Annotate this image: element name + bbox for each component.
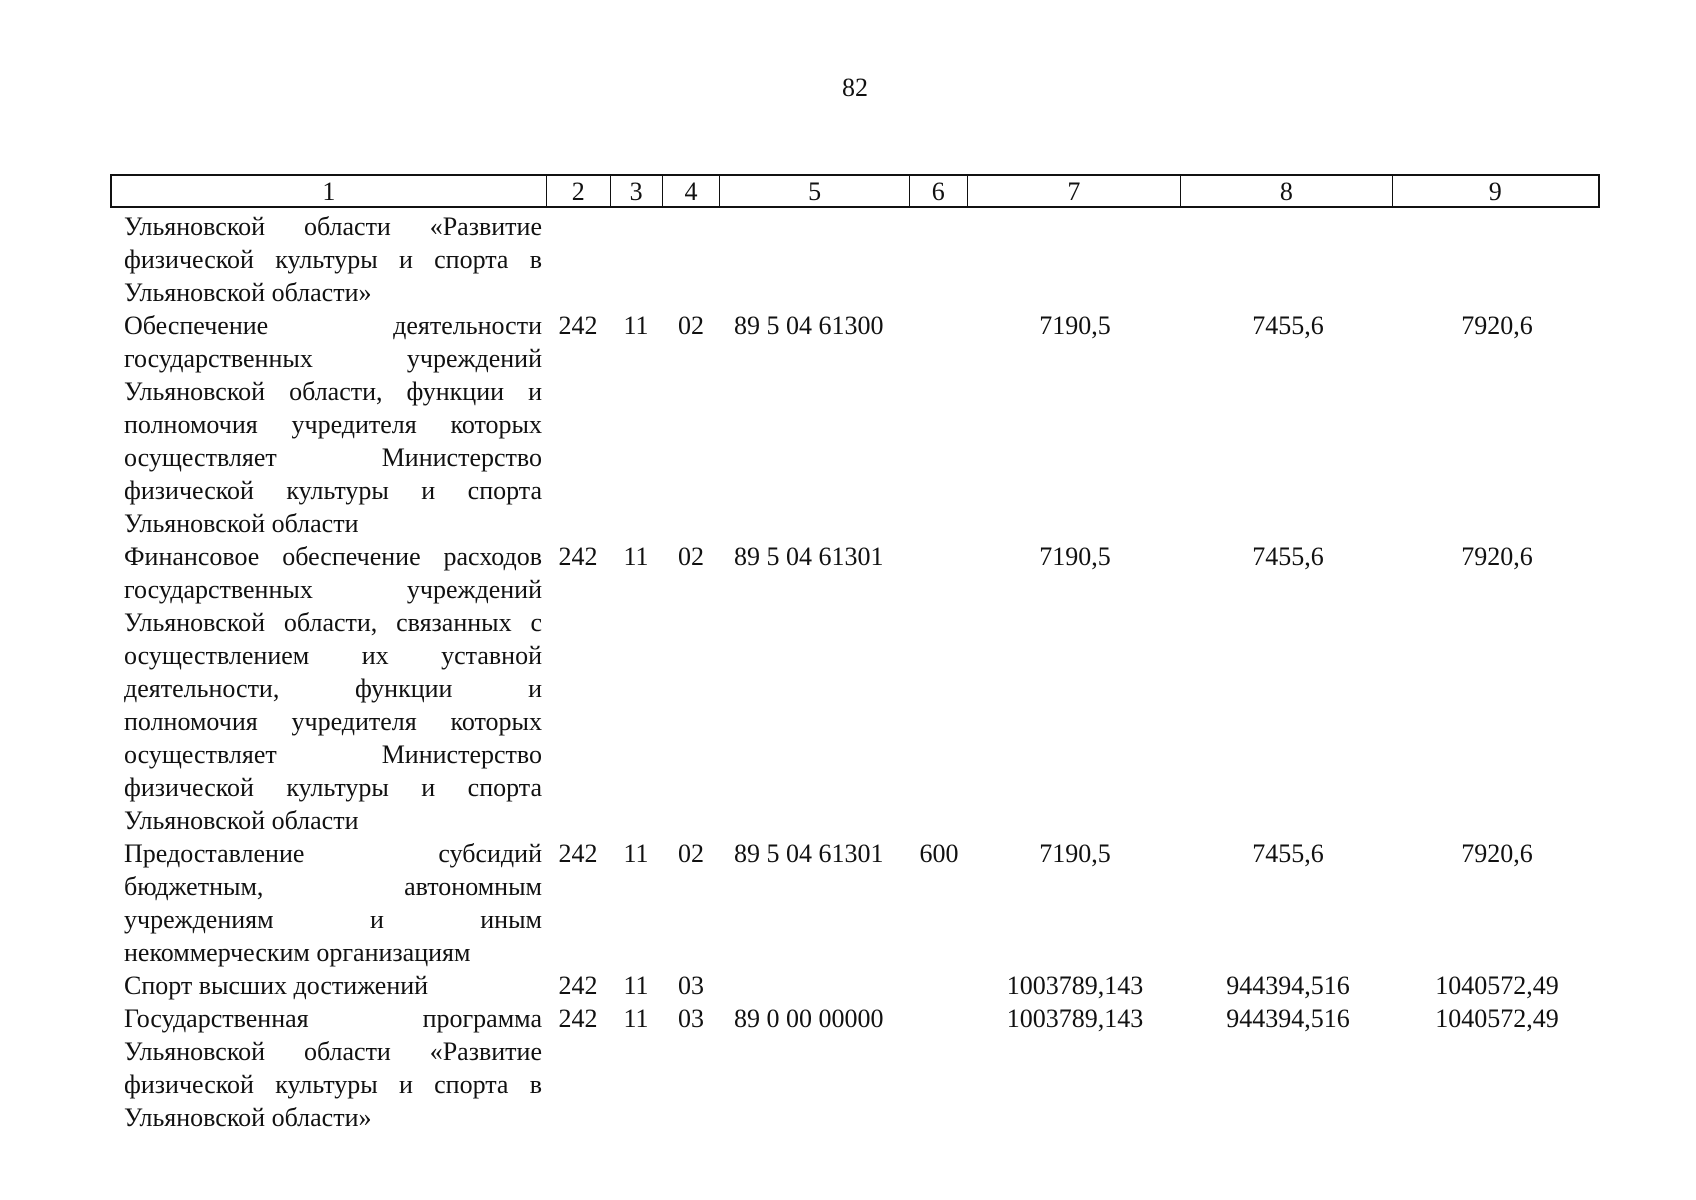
header-cell-6: 6 — [910, 176, 968, 206]
cell-col6 — [910, 1002, 968, 1134]
table-row — [110, 1002, 1600, 1134]
header-cell-8: 8 — [1181, 176, 1392, 206]
cell-col6 — [910, 969, 968, 1002]
cell-col7: 7190,5 — [1039, 839, 1111, 868]
cell-col8: 7455,6 — [1252, 311, 1324, 340]
cell-col3 — [610, 210, 662, 309]
row-name: Предоставление субсидий бюджетным, автономным учреждениям и иным некоммерческим организациям — [124, 839, 542, 967]
cell-col4: 03 — [678, 971, 704, 1000]
budget-table — [110, 174, 1600, 1134]
cell-col4: 03 — [678, 1004, 704, 1033]
row-name: Обеспечение деятельности государственных учреждений Ульяновской области, функции и полномочия учредителя которых осуществляет Министерство физической культуры и спорта Ульяновской области — [124, 311, 542, 538]
cell-col3: 11 — [623, 1004, 649, 1033]
header-cell-4: 4 — [663, 176, 721, 206]
cell-col8 — [1182, 210, 1394, 309]
cell-col9 — [1394, 210, 1600, 309]
cell-col4: 02 — [678, 839, 704, 868]
cell-col3: 11 — [623, 311, 649, 340]
cell-col6 — [910, 309, 968, 540]
cell-col7 — [968, 210, 1182, 309]
cell-col9: 7920,6 — [1461, 542, 1533, 571]
row-name: Ульяновской области «Развитие физической культуры и спорта в Ульяновской области» — [124, 212, 542, 307]
page-number: 82 — [842, 73, 868, 102]
cell-col5: 89 5 04 61301 — [734, 542, 884, 571]
table-body — [110, 210, 1600, 1134]
cell-col9: 7920,6 — [1461, 839, 1533, 868]
cell-col2: 242 — [558, 1004, 598, 1033]
cell-col9: 1040572,49 — [1435, 1004, 1559, 1033]
cell-col5 — [720, 210, 910, 309]
table-header — [110, 174, 1600, 208]
cell-col2: 242 — [558, 839, 598, 868]
cell-col4 — [662, 210, 720, 309]
cell-col6 — [910, 210, 968, 309]
cell-col2: 242 — [558, 311, 598, 340]
cell-col7: 1003789,143 — [1006, 1004, 1144, 1033]
cell-col2: 242 — [558, 542, 598, 571]
cell-col2 — [546, 210, 610, 309]
header-cell-5: 5 — [720, 176, 909, 206]
cell-col5: 89 0 00 00000 — [734, 1004, 884, 1033]
cell-col8: 944394,516 — [1226, 971, 1350, 1000]
cell-col3: 11 — [623, 839, 649, 868]
cell-col2: 242 — [558, 971, 598, 1000]
cell-col4: 02 — [678, 311, 704, 340]
header-cell-9: 9 — [1488, 177, 1502, 206]
header-cell-1: 1 — [112, 176, 547, 206]
header-cell-2: 2 — [547, 176, 611, 206]
cell-col4: 02 — [678, 542, 704, 571]
table-row — [110, 309, 1600, 540]
cell-col7: 1003789,143 — [1006, 971, 1144, 1000]
table-row — [110, 210, 1600, 309]
cell-col7: 7190,5 — [1039, 311, 1111, 340]
cell-col9: 7920,6 — [1461, 311, 1533, 340]
cell-col6: 600 — [919, 839, 959, 868]
cell-col3: 11 — [623, 542, 649, 571]
table-row — [110, 837, 1600, 969]
table-row — [110, 540, 1600, 837]
row-name: Финансовое обеспечение расходов государственных учреждений Ульяновской области, связанных с осуществлением их уставной деятельности, функции и полномочия учредителя которых осуществляет Министерство физической культуры и спорта Ульяновской области — [124, 542, 542, 835]
cell-col5 — [720, 969, 910, 1002]
header-cell-7: 7 — [968, 176, 1181, 206]
header-cell-3: 3 — [611, 176, 663, 206]
cell-col7: 7190,5 — [1039, 542, 1111, 571]
cell-col3: 11 — [623, 971, 649, 1000]
cell-col8: 7455,6 — [1252, 542, 1324, 571]
cell-col5: 89 5 04 61301 — [734, 839, 884, 868]
cell-col8: 7455,6 — [1252, 839, 1324, 868]
row-name: Спорт высших достижений — [124, 971, 429, 1000]
cell-col8: 944394,516 — [1226, 1004, 1350, 1033]
table-row — [110, 969, 1600, 1002]
cell-col5: 89 5 04 61300 — [734, 311, 884, 340]
row-name: Государственная программа Ульяновской области «Развитие физической культуры и спорта в Ульяновской области» — [124, 1004, 542, 1132]
cell-col6 — [910, 540, 968, 837]
cell-col9: 1040572,49 — [1435, 971, 1559, 1000]
